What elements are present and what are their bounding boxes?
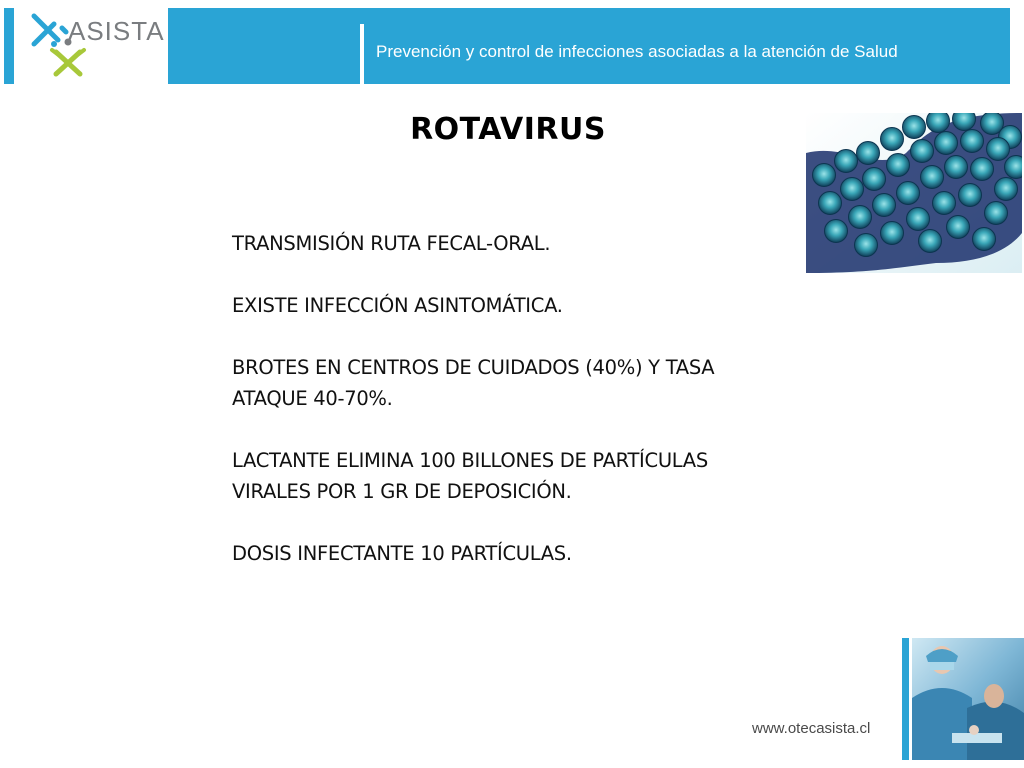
bullet-item	[232, 228, 772, 259]
slide-content	[232, 228, 772, 600]
bullet-item	[232, 290, 772, 321]
left-accent-bar	[4, 8, 14, 84]
bullet-line: BROTES EN CENTROS DE CUIDADOS (40%) Y TASA	[232, 356, 715, 379]
bullet-line: ATAQUE 40-70%.	[232, 387, 393, 410]
surgery-photo	[912, 638, 1024, 760]
bullet-line: EXISTE INFECCIÓN ASINTOMÁTICA.	[232, 294, 563, 317]
header-divider	[360, 24, 364, 84]
footer-accent-bar	[902, 638, 909, 760]
bullet-line: TRANSMISIÓN RUTA FECAL-ORAL.	[232, 232, 551, 255]
bullet-line: VIRALES POR 1 GR DE DEPOSICIÓN.	[232, 480, 572, 503]
logo-wordmark: ASISTA	[68, 16, 165, 46]
bullet-item	[232, 445, 772, 507]
bullet-item	[232, 538, 772, 569]
bullet-line: LACTANTE ELIMINA 100 BILLONES DE PARTÍCULAS	[232, 449, 708, 472]
website-url: www.otecasista.cl	[752, 720, 871, 737]
slide-title: ROTAVIRUS	[410, 112, 606, 147]
rotavirus-photo	[806, 113, 1022, 273]
bullet-line: DOSIS INFECTANTE 10 PARTÍCULAS.	[232, 542, 572, 565]
bullet-item	[232, 352, 772, 414]
header-title: Prevención y control de infecciones asociadas a la atención de Salud	[376, 42, 898, 61]
